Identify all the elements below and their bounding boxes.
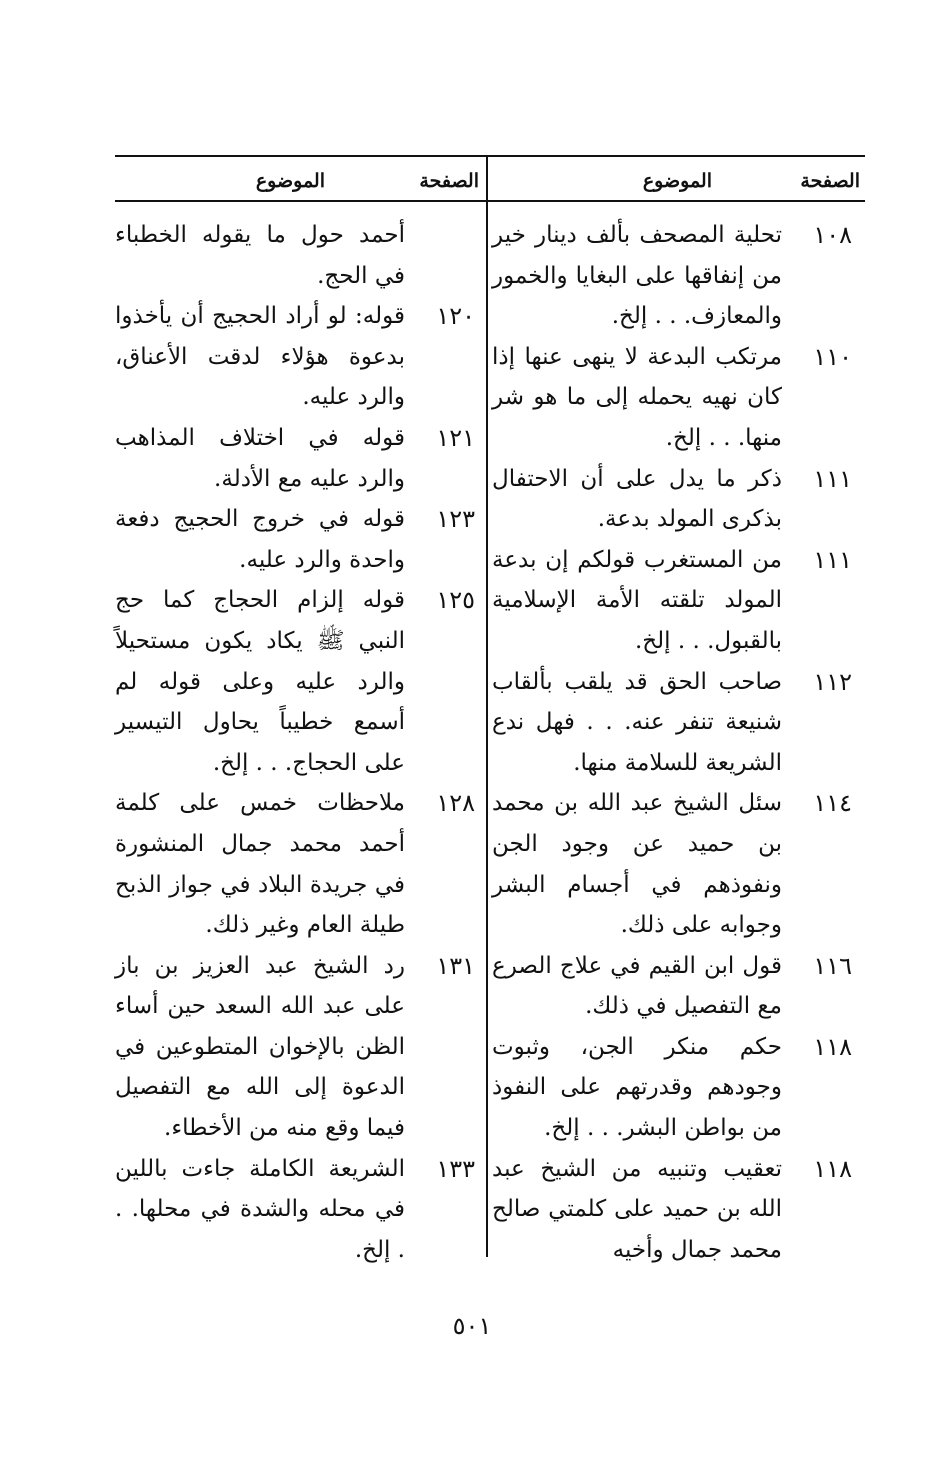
page-number: ٥٠١	[452, 1312, 492, 1340]
right-topic-heading: الموضوع	[642, 170, 712, 192]
entry-topic: حكم منكر الجن، وثبوت وجودهم وقدرتهم على النفوذ من بواطن البشر. . . إلخ.	[492, 1033, 782, 1142]
entry-page-number: ١٢٣	[436, 505, 475, 534]
entry-topic: تحلية المصحف بألف دينار خير من إنفاقها على البغايا والخمور والمعازف. . . إلخ.	[492, 222, 782, 330]
index-entry	[490, 946, 862, 1027]
top-rule	[115, 155, 865, 157]
entry-topic: سئل الشيخ عبد الله بن محمد بن حميد عن وجود الجن ونفوذهم في أجسام البشر وجوابه على ذلك.	[492, 790, 782, 939]
entry-topic: تعقيب وتنبيه من الشيخ عبد الله بن حميد على كلمتي صالح محمد جمال وأخيه	[492, 1155, 782, 1263]
entry-topic: الشريعة الكاملة جاءت باللين في محله والشدة في محلها. . . إلخ.	[115, 1155, 405, 1263]
entry-topic: أحمد حول ما يقوله الخطباء في الحج.	[115, 222, 405, 289]
left-column-header	[113, 158, 485, 200]
entry-topic: من المستغرب قولكم إن بدعة المولد تلقته الأمة الإسلامية بالقبول. . . إلخ.	[492, 546, 782, 654]
entry-page-number: ١٣١	[436, 951, 475, 980]
right-column	[490, 158, 862, 1270]
index-entry	[113, 1149, 485, 1271]
entry-topic: قوله: لو أراد الحجيج أن يأخذوا بدعوة هؤلاء لدقت الأعناق، والرد عليه.	[115, 303, 405, 411]
entry-page-number: ١١٤	[813, 789, 852, 818]
index-entry	[490, 1027, 862, 1149]
entry-page-number: ١١١	[813, 545, 852, 574]
left-column	[113, 158, 485, 1270]
index-entry	[490, 1149, 862, 1271]
entry-page-number: ١٢١	[436, 423, 475, 452]
left-topic-heading: الموضوع	[255, 170, 325, 192]
entry-topic: ملاحظات خمس على كلمة أحمد محمد جمال المنشورة في جريدة البلاد في جواز الذبح طيلة العام وغير ذلك.	[115, 790, 405, 939]
index-entry	[490, 783, 862, 945]
entry-page-number: ١١١	[813, 464, 852, 493]
right-page-heading: الصفحة	[800, 170, 860, 192]
entry-page-number: ١٢٥	[436, 586, 475, 615]
right-column-header	[490, 158, 862, 200]
entry-page-number: ١٣٣	[436, 1154, 475, 1183]
index-entry	[490, 540, 862, 662]
index-entry	[113, 418, 485, 499]
entry-topic: قول ابن القيم في علاج الصرع مع التفصيل في ذلك.	[492, 952, 782, 1020]
entry-page-number: ١٢٨	[436, 789, 475, 818]
index-entry	[113, 580, 485, 783]
entry-page-number: ١١٨	[813, 1032, 852, 1061]
entry-topic: ذكر ما يدل على أن الاحتفال بذكرى المولد بدعة.	[492, 465, 782, 533]
entry-page-number: ١٠٨	[813, 221, 852, 249]
entry-page-number: ١٢٠	[436, 302, 475, 331]
entry-page-number: ١١٦	[813, 951, 852, 980]
entry-topic: رد الشيخ عبد العزيز بن باز على عبد الله السعد حين أساء الظن بالإخوان المتطوعين في الدعوة إلى الله مع التفصيل فيما وقع منه من الأخطاء.	[115, 952, 405, 1142]
index-entry	[490, 662, 862, 784]
entry-page-number: ١١٨	[813, 1154, 852, 1183]
entry-topic: قوله إلزام الحجاج كما حج النبي ﷺ يكاد يكون مستحيلاً والرد عليه وعلى قوله لم أسمع خطيباً يحاول التيسير على الحجاج. . . إلخ.	[115, 587, 405, 776]
index-entry	[113, 499, 485, 580]
entry-topic: قوله في اختلاف المذاهب والرد عليه مع الأدلة.	[115, 424, 405, 492]
column-divider	[486, 157, 488, 1257]
entry-topic: قوله في خروج الحجيج دفعة واحدة والرد عليه.	[115, 506, 405, 573]
index-entry	[113, 215, 485, 296]
index-entry	[490, 215, 862, 337]
index-entry	[113, 783, 485, 945]
entry-topic: صاحب الحق قد يلقب بألقاب شنيعة تنفر عنه. . . فهل ندع الشريعة للسلامة منها.	[492, 668, 782, 776]
index-entry	[113, 296, 485, 418]
index-entry	[113, 946, 485, 1149]
index-entry	[490, 459, 862, 540]
right-entries	[490, 200, 862, 1270]
entry-topic: مرتكب البدعة لا ينهى عنها إذا كان نهيه يحمله إلى ما هو شر منها. . . إلخ.	[492, 343, 782, 451]
entry-page-number: ١١٢	[813, 667, 852, 696]
index-entry	[490, 337, 862, 459]
left-entries	[113, 200, 485, 1270]
entry-page-number: ١١٠	[813, 342, 852, 371]
left-page-heading: الصفحة	[419, 170, 479, 192]
